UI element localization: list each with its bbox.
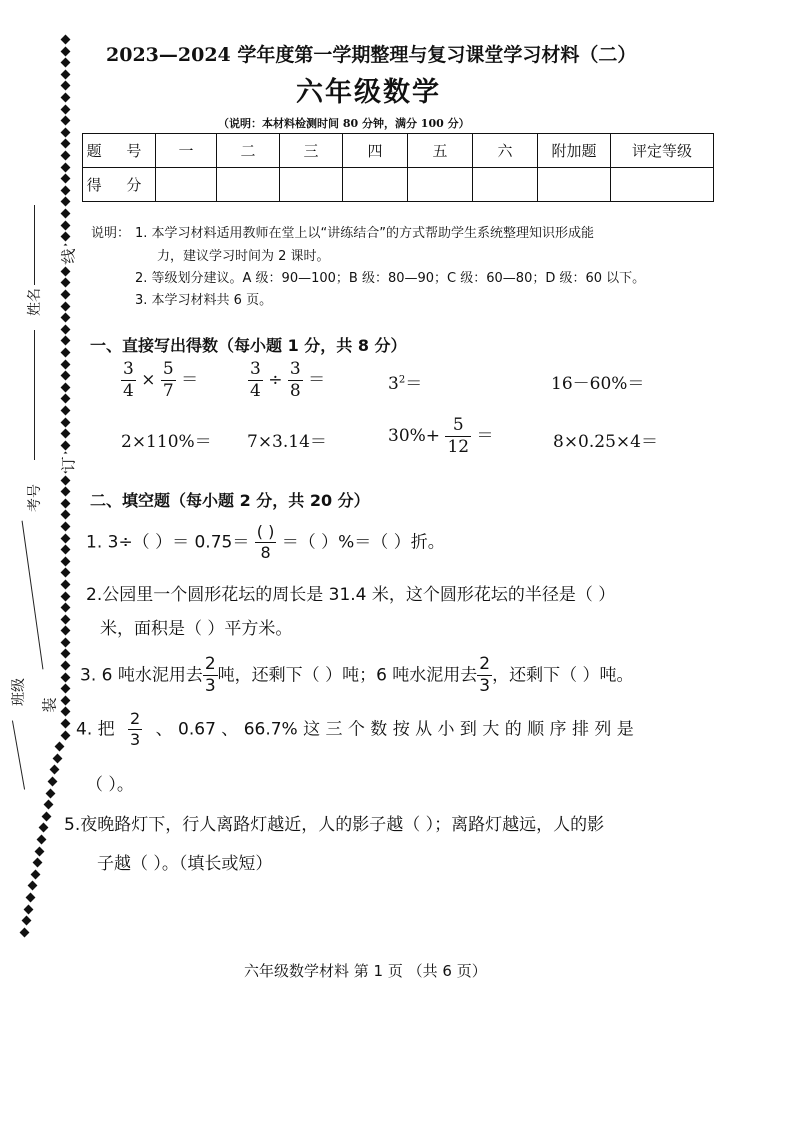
binding-diamond [30, 869, 40, 879]
calc-problem-1: $\frac{3}{4}$ × $\frac{5}{7}$ ＝ [123, 359, 199, 401]
score-cell[interactable] [538, 168, 611, 202]
binding-diamond [60, 487, 70, 497]
binding-diamond [60, 684, 70, 694]
binding-diamond [37, 835, 47, 845]
binding-diamond [46, 788, 56, 798]
binding-diamond [60, 661, 70, 671]
score-row-label: 得 分 [83, 168, 156, 202]
binding-diamond [60, 278, 70, 288]
binding-order-word: 订 [58, 454, 79, 472]
score-table [82, 133, 714, 202]
calc-problem-6: 7×3.14＝ [247, 432, 327, 452]
binding-diamond [60, 324, 70, 334]
binding-diamond [60, 35, 70, 45]
binding-diamond [60, 290, 70, 300]
calc-problem-8: 8×0.25×4＝ [553, 432, 658, 452]
binding-bind-word: 装 [39, 695, 60, 713]
score-cell[interactable] [280, 168, 343, 202]
binding-diamond [60, 348, 70, 358]
binding-diamond [50, 765, 60, 775]
binding-diamond [60, 220, 70, 230]
binding-diamond [60, 568, 70, 578]
name-field-line-lower [34, 330, 35, 460]
binding-diamond [60, 69, 70, 79]
binding-diamond [60, 556, 70, 566]
binding-diamond [60, 521, 70, 531]
binding-diamond [60, 116, 70, 126]
instructions-item-2: 2. 等级划分建议。A 级：90—100；B 级：80—90；C 级：60—80；D 级：60 以下。 [135, 271, 646, 286]
binding-diamond [60, 614, 70, 624]
section-1-heading: 一、直接写出得数（每小题 1 分，共 8 分） [90, 336, 407, 355]
name-label: 姓名 [27, 288, 43, 316]
binding-diamond [60, 197, 70, 207]
class-label: 班级 [11, 678, 27, 706]
binding-diamond [60, 81, 70, 91]
calc-problem-2: $\frac{3}{4}$ ÷ $\frac{3}{8}$ ＝ [250, 359, 326, 401]
binding-diamond [21, 916, 31, 926]
binding-diamond [60, 429, 70, 439]
binding-diamond [60, 382, 70, 392]
score-header-cell: 题 号 [83, 134, 156, 168]
name-field-line [34, 205, 35, 285]
exam-number-field-line [22, 521, 44, 670]
binding-diamond [60, 104, 70, 114]
calc-problem-3: $3^2=$ [388, 374, 423, 394]
fill-question-2-cont: 米，面积是（ ）平方米。 [100, 619, 293, 639]
binding-diamond [28, 881, 38, 891]
binding-diamond [60, 185, 70, 195]
binding-diamond [60, 533, 70, 543]
binding-diamond [60, 498, 70, 508]
calc-problem-7: 30%+ $\frac{5}{12}$ ＝ [388, 415, 494, 457]
instructions-item-1: 1. 本学习材料适用教师在堂上以“讲练结合”的方式帮助学生系统整理知识形成能 [135, 226, 595, 241]
score-header-cell: 附加题 [538, 134, 611, 168]
score-header-cell: 五 [408, 134, 473, 168]
score-table-header-row [83, 134, 714, 168]
binding-diamond [60, 406, 70, 416]
score-header-cell: 评定等级 [611, 134, 714, 168]
score-header-cell: 六 [473, 134, 538, 168]
binding-diamond [60, 162, 70, 172]
page-subtitle: 六年级数学 [296, 77, 441, 108]
binding-diamond [48, 777, 58, 787]
binding-diamond [60, 208, 70, 218]
binding-diamond [60, 58, 70, 68]
binding-diamond [60, 394, 70, 404]
binding-diamond [35, 846, 45, 856]
binding-diamond [60, 672, 70, 682]
instructions-item-1-cont: 力，建议学习时间为 2 课时。 [157, 249, 330, 264]
score-cell[interactable] [611, 168, 714, 202]
binding-diamond [60, 440, 70, 450]
page-footer: 六年级数学材料 第 1 页 （共 6 页） [244, 962, 487, 980]
binding-diamond [19, 927, 29, 937]
binding-diamond [60, 127, 70, 137]
instructions-item-3: 3. 本学习材料共 6 页。 [135, 293, 273, 308]
binding-diamond [60, 313, 70, 323]
fill-question-3: 3. 6 吨水泥用去 $\frac{2}{3}$ 吨，还剩下（ ）吨；6 吨水泥用去 $\frac{2}{3}$ ，还剩下（ ）吨。 [80, 654, 634, 696]
binding-diamond [60, 301, 70, 311]
binding-diamond [60, 174, 70, 184]
binding-diamond [60, 545, 70, 555]
score-cell[interactable] [408, 168, 473, 202]
binding-diamond [41, 811, 51, 821]
score-cell[interactable] [156, 168, 217, 202]
instructions-lead: 说明： [91, 226, 131, 241]
binding-diamond [60, 603, 70, 613]
exam-note: （说明：本材料检测时间 80 分钟，满分 100 分） [218, 117, 470, 130]
score-header-cell: 三 [280, 134, 343, 168]
calc-problem-4: 16－60%＝ [551, 374, 645, 394]
binding-diamond [60, 719, 70, 729]
binding-diamond [60, 626, 70, 636]
binding-diamond [60, 93, 70, 103]
binding-diamond [60, 579, 70, 589]
fill-question-5: 5.夜晚路灯下，行人离路灯越近，人的影子越（ ）；离路灯越远，人的影 [64, 815, 605, 835]
section-2-heading: 二、填空题（每小题 2 分，共 20 分） [90, 491, 370, 510]
calc-problem-5: 2×110%＝ [121, 432, 212, 452]
score-table-score-row [83, 168, 714, 202]
fill-question-5-cont: 子越（ ）。（填长或短） [97, 854, 273, 874]
score-header-cell: 四 [343, 134, 408, 168]
binding-diamond [32, 858, 42, 868]
score-cell[interactable] [343, 168, 408, 202]
binding-diamond [39, 823, 49, 833]
binding-diamond [60, 266, 70, 276]
score-header-cell: 二 [217, 134, 280, 168]
binding-diamond-border [58, 36, 72, 940]
binding-diamond [60, 695, 70, 705]
binding-diamond [60, 139, 70, 149]
fill-question-4: 4. 把 $\frac{2}{3}$ 、 0.67 、 66.7% 这 三 个 数 按 从 小 到 大 的 顺 序 排 列 是 [76, 709, 634, 749]
page-header-title: 2023—2024 学年度第一学期整理与复习课堂学习材料（二） [106, 44, 637, 66]
binding-diamond [60, 637, 70, 647]
binding-diamond [60, 475, 70, 485]
score-cell[interactable] [217, 168, 280, 202]
binding-diamond [24, 904, 34, 914]
binding-diamond [52, 753, 62, 763]
score-header-cell: 一 [156, 134, 217, 168]
binding-diamond [60, 371, 70, 381]
binding-diamond [60, 417, 70, 427]
binding-diamond [43, 800, 53, 810]
score-cell[interactable] [473, 168, 538, 202]
binding-diamond [60, 730, 70, 740]
binding-diamond [26, 892, 36, 902]
binding-diamond [60, 150, 70, 160]
binding-diamond [60, 232, 70, 242]
fill-question-1: 1. 3÷（ ）＝ 0.75＝ $\frac{( )}{8}$ ＝（ ）%＝（ ）折。 [86, 522, 445, 562]
binding-diamond [60, 359, 70, 369]
binding-line-word: 线 [58, 246, 79, 264]
fill-question-4-answer: （ ）。 [86, 775, 134, 795]
exam-number-label: 考号 [27, 484, 43, 512]
binding-diamond [60, 336, 70, 346]
binding-diamond [60, 707, 70, 717]
binding-diamond [60, 46, 70, 56]
binding-diamond [54, 742, 64, 752]
fill-question-2: 2.公园里一个圆形花坛的周长是 31.4 米，这个圆形花坛的半径是（ ） [86, 585, 616, 605]
binding-diamond [60, 510, 70, 520]
binding-diamond [60, 649, 70, 659]
class-field-line [12, 720, 25, 789]
binding-diamond [60, 591, 70, 601]
